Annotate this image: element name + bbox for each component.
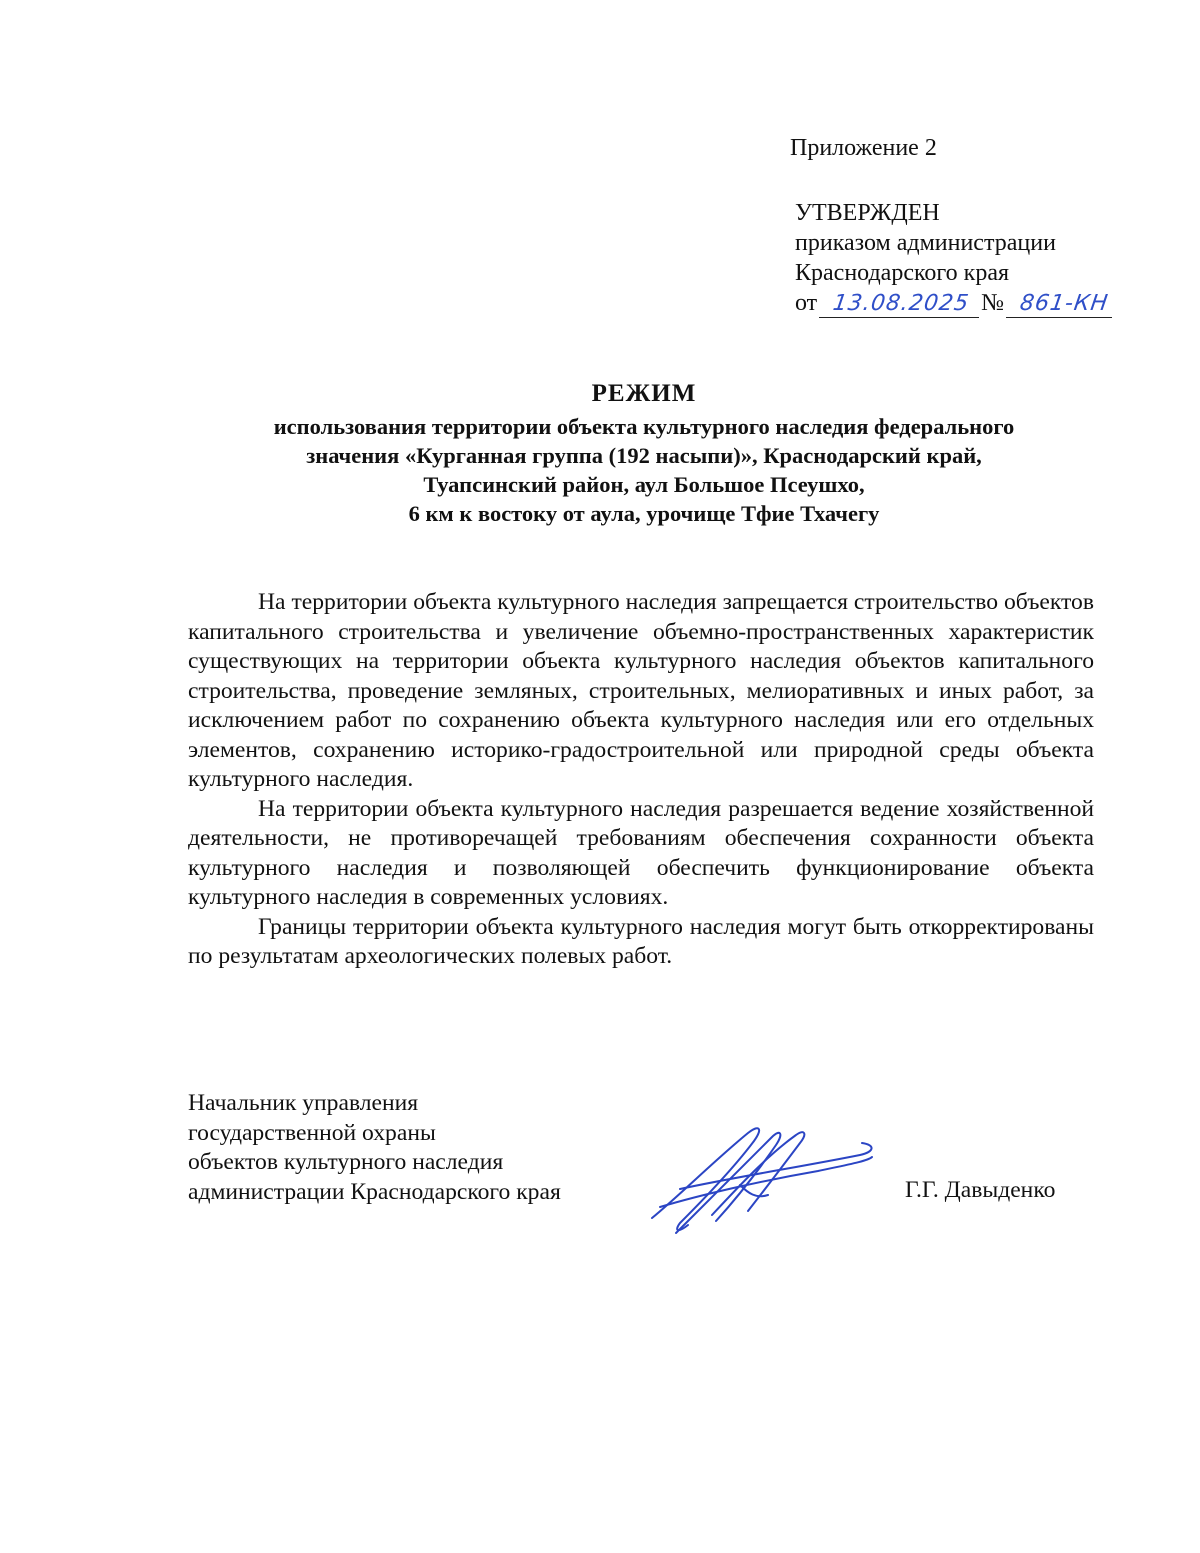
position-line: Начальник управления (188, 1090, 419, 1116)
signer-name: Г.Г. Давыденко (905, 1177, 1056, 1203)
order-line (795, 288, 1114, 318)
position-line: объектов культурного наследия (188, 1149, 504, 1175)
body-paragraph-prohibitions: На территории объекта культурного наследия запрещается строительство объектов капитального строительства и увеличение объемно-пространственных характеристик существующих на территории объекта культурного наследия объектов капитального строительства, проведение земляных, строительных, мелиоративных и иных работ, за исключением работ по сохранению объекта культурного наследия или его отдельных элементов, сохранению историко-градостроительной или природной среды объекта культурного наследия. (188, 589, 1094, 792)
signatory-position (188, 1089, 561, 1207)
subtitle-line: Туапсинский район, аул Большое Псеушхо, (423, 472, 865, 497)
subtitle-line: значения «Курганная группа (192 насыпи)», Краснодарский край, (306, 443, 982, 468)
date-prefix: от (795, 290, 818, 316)
body-paragraph-permissions: На территории объекта культурного наследия разрешается ведение хозяйственной деятельности, не противоречащей требованиям обеспечения сохранности объекта культурного наследия и позволяющей обеспечить функционирование объекта культурного наследия в современных условиях. (188, 795, 1094, 910)
title-block (190, 380, 1098, 528)
appendix-label: Приложение 2 (790, 135, 937, 161)
subtitle-line: 6 км к востоку от аула, урочище Тфие Тхачегу (408, 501, 880, 526)
position-line: администрации Краснодарского края (188, 1178, 561, 1205)
approved-by-line-1: приказом администрации (795, 230, 1056, 256)
position-line: государственной охраны (188, 1119, 436, 1146)
handwritten-number: 861-КН (1018, 291, 1110, 316)
handwritten-date: 13.08.2025 (831, 291, 971, 316)
document-title: РЕЖИМ (591, 380, 697, 407)
number-field (1006, 291, 1112, 318)
document-subtitle (190, 412, 1098, 528)
approved-by-line-2: Краснодарского края (795, 260, 1010, 286)
body-paragraph-boundaries: Границы территории объекта культурного наследия могут быть откорректированы по результатам археологических полевых работ. (188, 913, 1094, 969)
approval-block (795, 198, 1114, 318)
subtitle-line: использования территории объекта культурного наследия федерального (273, 414, 1015, 439)
handwritten-signature (640, 1115, 880, 1240)
number-prefix: № (981, 290, 1005, 316)
document-body (188, 588, 1094, 972)
approved-stamp-text: УТВЕРЖДЕН (795, 200, 940, 226)
date-field (819, 291, 979, 318)
